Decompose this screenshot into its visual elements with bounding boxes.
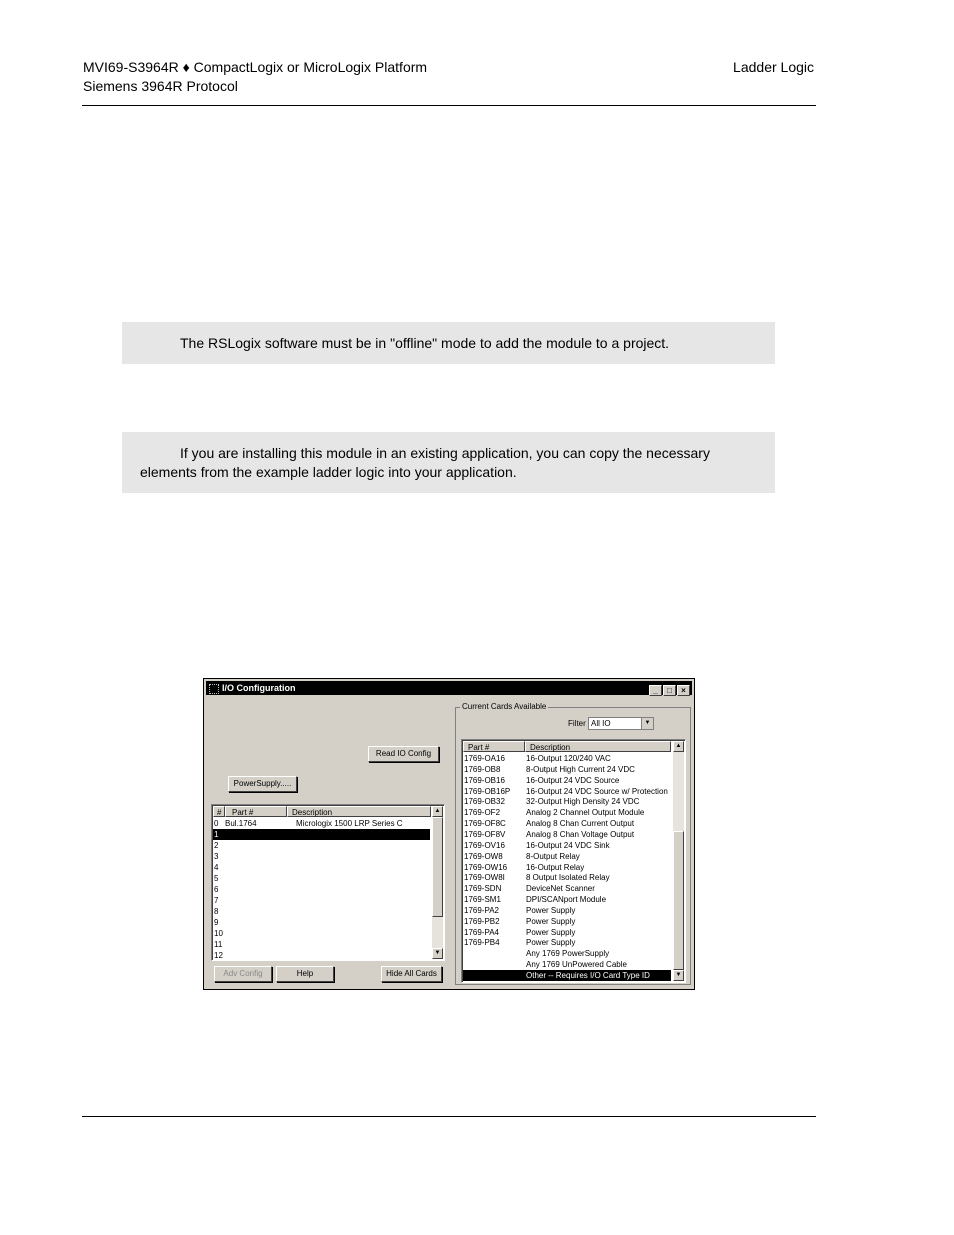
slot-num: 1 xyxy=(214,830,219,839)
card-desc: Analog 2 Channel Output Module xyxy=(526,808,645,818)
slot-num: 9 xyxy=(214,918,219,927)
header-section-title: Ladder Logic xyxy=(733,59,814,75)
slot-row[interactable] xyxy=(213,939,430,950)
card-row[interactable] xyxy=(463,894,671,905)
card-row[interactable] xyxy=(463,753,671,764)
card-part: 1769-OW8I xyxy=(464,873,505,883)
scroll-up-arrow-icon[interactable]: ▲ xyxy=(432,806,443,817)
card-row[interactable] xyxy=(463,872,671,883)
card-row[interactable] xyxy=(463,862,671,873)
scroll-down-arrow-icon[interactable]: ▼ xyxy=(432,948,443,959)
current-cards-group xyxy=(455,702,691,985)
card-part: 1769-SDN xyxy=(464,884,502,894)
slot-list[interactable] xyxy=(211,804,445,961)
card-row[interactable] xyxy=(463,883,671,894)
minimize-button[interactable]: _ xyxy=(649,685,662,696)
card-row[interactable] xyxy=(463,818,671,829)
slot-row[interactable] xyxy=(213,928,430,939)
card-desc: Power Supply xyxy=(526,927,576,937)
slot-row[interactable] xyxy=(213,829,430,840)
slot-desc: Micrologix 1500 LRP Series C xyxy=(296,819,403,828)
page-header-left xyxy=(83,58,427,96)
card-row[interactable] xyxy=(463,775,671,786)
filter-label: Filter xyxy=(568,719,586,728)
slot-num: 7 xyxy=(214,896,219,905)
slot-col-part[interactable]: Part # xyxy=(225,806,287,817)
card-desc: 16-Output 24 VDC Source w/ Protection xyxy=(526,786,668,796)
card-row[interactable] xyxy=(463,829,671,840)
slot-row[interactable] xyxy=(213,862,430,873)
cards-list[interactable] xyxy=(461,739,686,983)
card-part: 1769-SM1 xyxy=(464,895,501,905)
card-desc: DeviceNet Scanner xyxy=(526,884,595,894)
cards-col-part[interactable]: Part # xyxy=(463,741,525,752)
card-part: 1769-OW8 xyxy=(464,851,503,861)
card-row[interactable] xyxy=(463,916,671,927)
card-part: 1769-OB32 xyxy=(464,797,505,807)
card-row[interactable] xyxy=(463,948,671,959)
note-line-1: If you are installing this module in an existing application, you can copy the necessary xyxy=(180,445,710,461)
adv-config-button[interactable]: Adv Config xyxy=(214,966,272,982)
slot-row[interactable] xyxy=(213,884,430,895)
slot-num: 4 xyxy=(214,863,219,872)
power-supply-button[interactable]: PowerSupply..... xyxy=(228,776,297,792)
header-rule xyxy=(82,105,816,106)
slot-col-num[interactable]: # xyxy=(213,806,225,817)
cards-list-scrollbar[interactable] xyxy=(673,741,684,981)
card-row[interactable] xyxy=(463,905,671,916)
card-row[interactable] xyxy=(463,807,671,818)
card-desc: Other -- Requires I/O Card Type ID xyxy=(526,971,650,980)
help-button[interactable]: Help xyxy=(276,966,334,982)
scroll-down-arrow-icon[interactable]: ▼ xyxy=(673,970,684,981)
note-line-2: elements from the example ladder logic into your application. xyxy=(140,464,517,480)
slot-num: 0 xyxy=(214,819,219,828)
slot-num: 12 xyxy=(214,951,223,960)
card-desc: Power Supply xyxy=(526,916,576,926)
footer-rule xyxy=(82,1116,816,1117)
card-part: 1769-OF8C xyxy=(464,819,506,829)
card-desc: 16-Output 24 VDC Sink xyxy=(526,840,610,850)
close-button[interactable]: × xyxy=(677,685,690,696)
window-titlebar xyxy=(206,681,692,695)
slot-row[interactable] xyxy=(213,873,430,884)
slot-row[interactable] xyxy=(213,818,430,829)
chevron-down-icon[interactable]: ▼ xyxy=(641,718,653,729)
card-desc: 16-Output Relay xyxy=(526,862,585,872)
card-row[interactable] xyxy=(463,927,671,938)
slot-num: 10 xyxy=(214,929,223,938)
header-product-title: MVI69-S3964R ♦ CompactLogix or MicroLogix Platform xyxy=(83,59,428,75)
card-desc: 8-Output High Current 24 VDC xyxy=(526,764,635,774)
card-part: 1769-PA2 xyxy=(464,905,499,915)
slot-num: 11 xyxy=(214,940,223,949)
card-desc: 8-Output Relay xyxy=(526,851,580,861)
header-protocol: Siemens 3964R Protocol xyxy=(83,78,238,94)
card-row[interactable] xyxy=(463,786,671,797)
card-row[interactable] xyxy=(463,959,671,970)
card-part: 1769-PA4 xyxy=(464,927,499,937)
io-configuration-window xyxy=(203,678,695,990)
card-desc: Analog 8 Chan Voltage Output xyxy=(526,829,635,839)
slot-row[interactable] xyxy=(213,895,430,906)
app-icon xyxy=(209,684,219,694)
card-desc: 16-Output 120/240 VAC xyxy=(526,754,611,763)
card-desc: Analog 8 Chan Current Output xyxy=(526,819,635,829)
filter-select[interactable] xyxy=(588,717,654,730)
slot-col-desc[interactable]: Description xyxy=(287,806,431,817)
card-part: 1769-OV16 xyxy=(464,840,505,850)
card-part: 1769-OF8V xyxy=(464,829,506,839)
existing-application-note xyxy=(122,432,775,493)
card-desc: Power Supply xyxy=(526,938,576,948)
offline-mode-note xyxy=(122,322,775,364)
card-part: 1769-PB4 xyxy=(464,938,500,948)
slot-num: 3 xyxy=(214,852,219,861)
card-desc: Any 1769 PowerSupply xyxy=(526,949,610,959)
scroll-up-arrow-icon[interactable]: ▲ xyxy=(673,741,684,752)
card-row[interactable] xyxy=(463,840,671,851)
card-row[interactable] xyxy=(463,764,671,775)
slot-row[interactable] xyxy=(213,906,430,917)
card-row[interactable] xyxy=(463,937,671,948)
cards-col-desc[interactable]: Description xyxy=(525,741,671,752)
card-desc: 16-Output 24 VDC Source xyxy=(526,775,620,785)
scroll-thumb[interactable] xyxy=(673,831,684,970)
slot-row[interactable] xyxy=(213,851,430,862)
card-row[interactable] xyxy=(463,970,671,981)
slot-list-scrollbar[interactable] xyxy=(432,806,443,959)
slot-part: Bul.1764 xyxy=(225,819,257,828)
card-desc: 32-Output High Density 24 VDC xyxy=(526,797,640,807)
slot-num: 6 xyxy=(214,885,219,894)
card-part: 1769-OW16 xyxy=(464,862,508,872)
card-desc: Power Supply xyxy=(526,905,576,915)
read-io-config-button[interactable]: Read IO Config xyxy=(368,746,439,762)
group-label: Current Cards Available xyxy=(462,702,547,711)
hide-all-cards-button[interactable]: Hide All Cards xyxy=(381,966,442,982)
card-desc: 8 Output Isolated Relay xyxy=(526,873,610,883)
slot-row[interactable] xyxy=(213,950,430,961)
card-part: 1769-OB8 xyxy=(464,764,501,774)
card-row[interactable] xyxy=(463,796,671,807)
slot-row[interactable] xyxy=(213,840,430,851)
window-title: I/O Configuration xyxy=(222,683,296,693)
scroll-thumb[interactable] xyxy=(432,817,443,917)
card-part: 1769-OA16 xyxy=(464,754,505,763)
slot-num: 8 xyxy=(214,907,219,916)
slot-row[interactable] xyxy=(213,917,430,928)
card-part: 1769-OF2 xyxy=(464,808,501,818)
card-part: 1769-OB16 xyxy=(464,775,505,785)
note-text: The RSLogix software must be in "offline" mode to add the module to a project. xyxy=(180,335,670,351)
card-part: 1769-OB16P xyxy=(464,786,511,796)
card-desc: Any 1769 UnPowered Cable xyxy=(526,960,627,970)
slot-num: 5 xyxy=(214,874,219,883)
filter-value: All IO xyxy=(591,719,611,728)
card-row[interactable] xyxy=(463,851,671,862)
slot-num: 2 xyxy=(214,841,219,850)
card-part: 1769-PB2 xyxy=(464,916,500,926)
card-desc: DPI/SCANport Module xyxy=(526,895,607,905)
maximize-button[interactable]: □ xyxy=(663,685,676,696)
